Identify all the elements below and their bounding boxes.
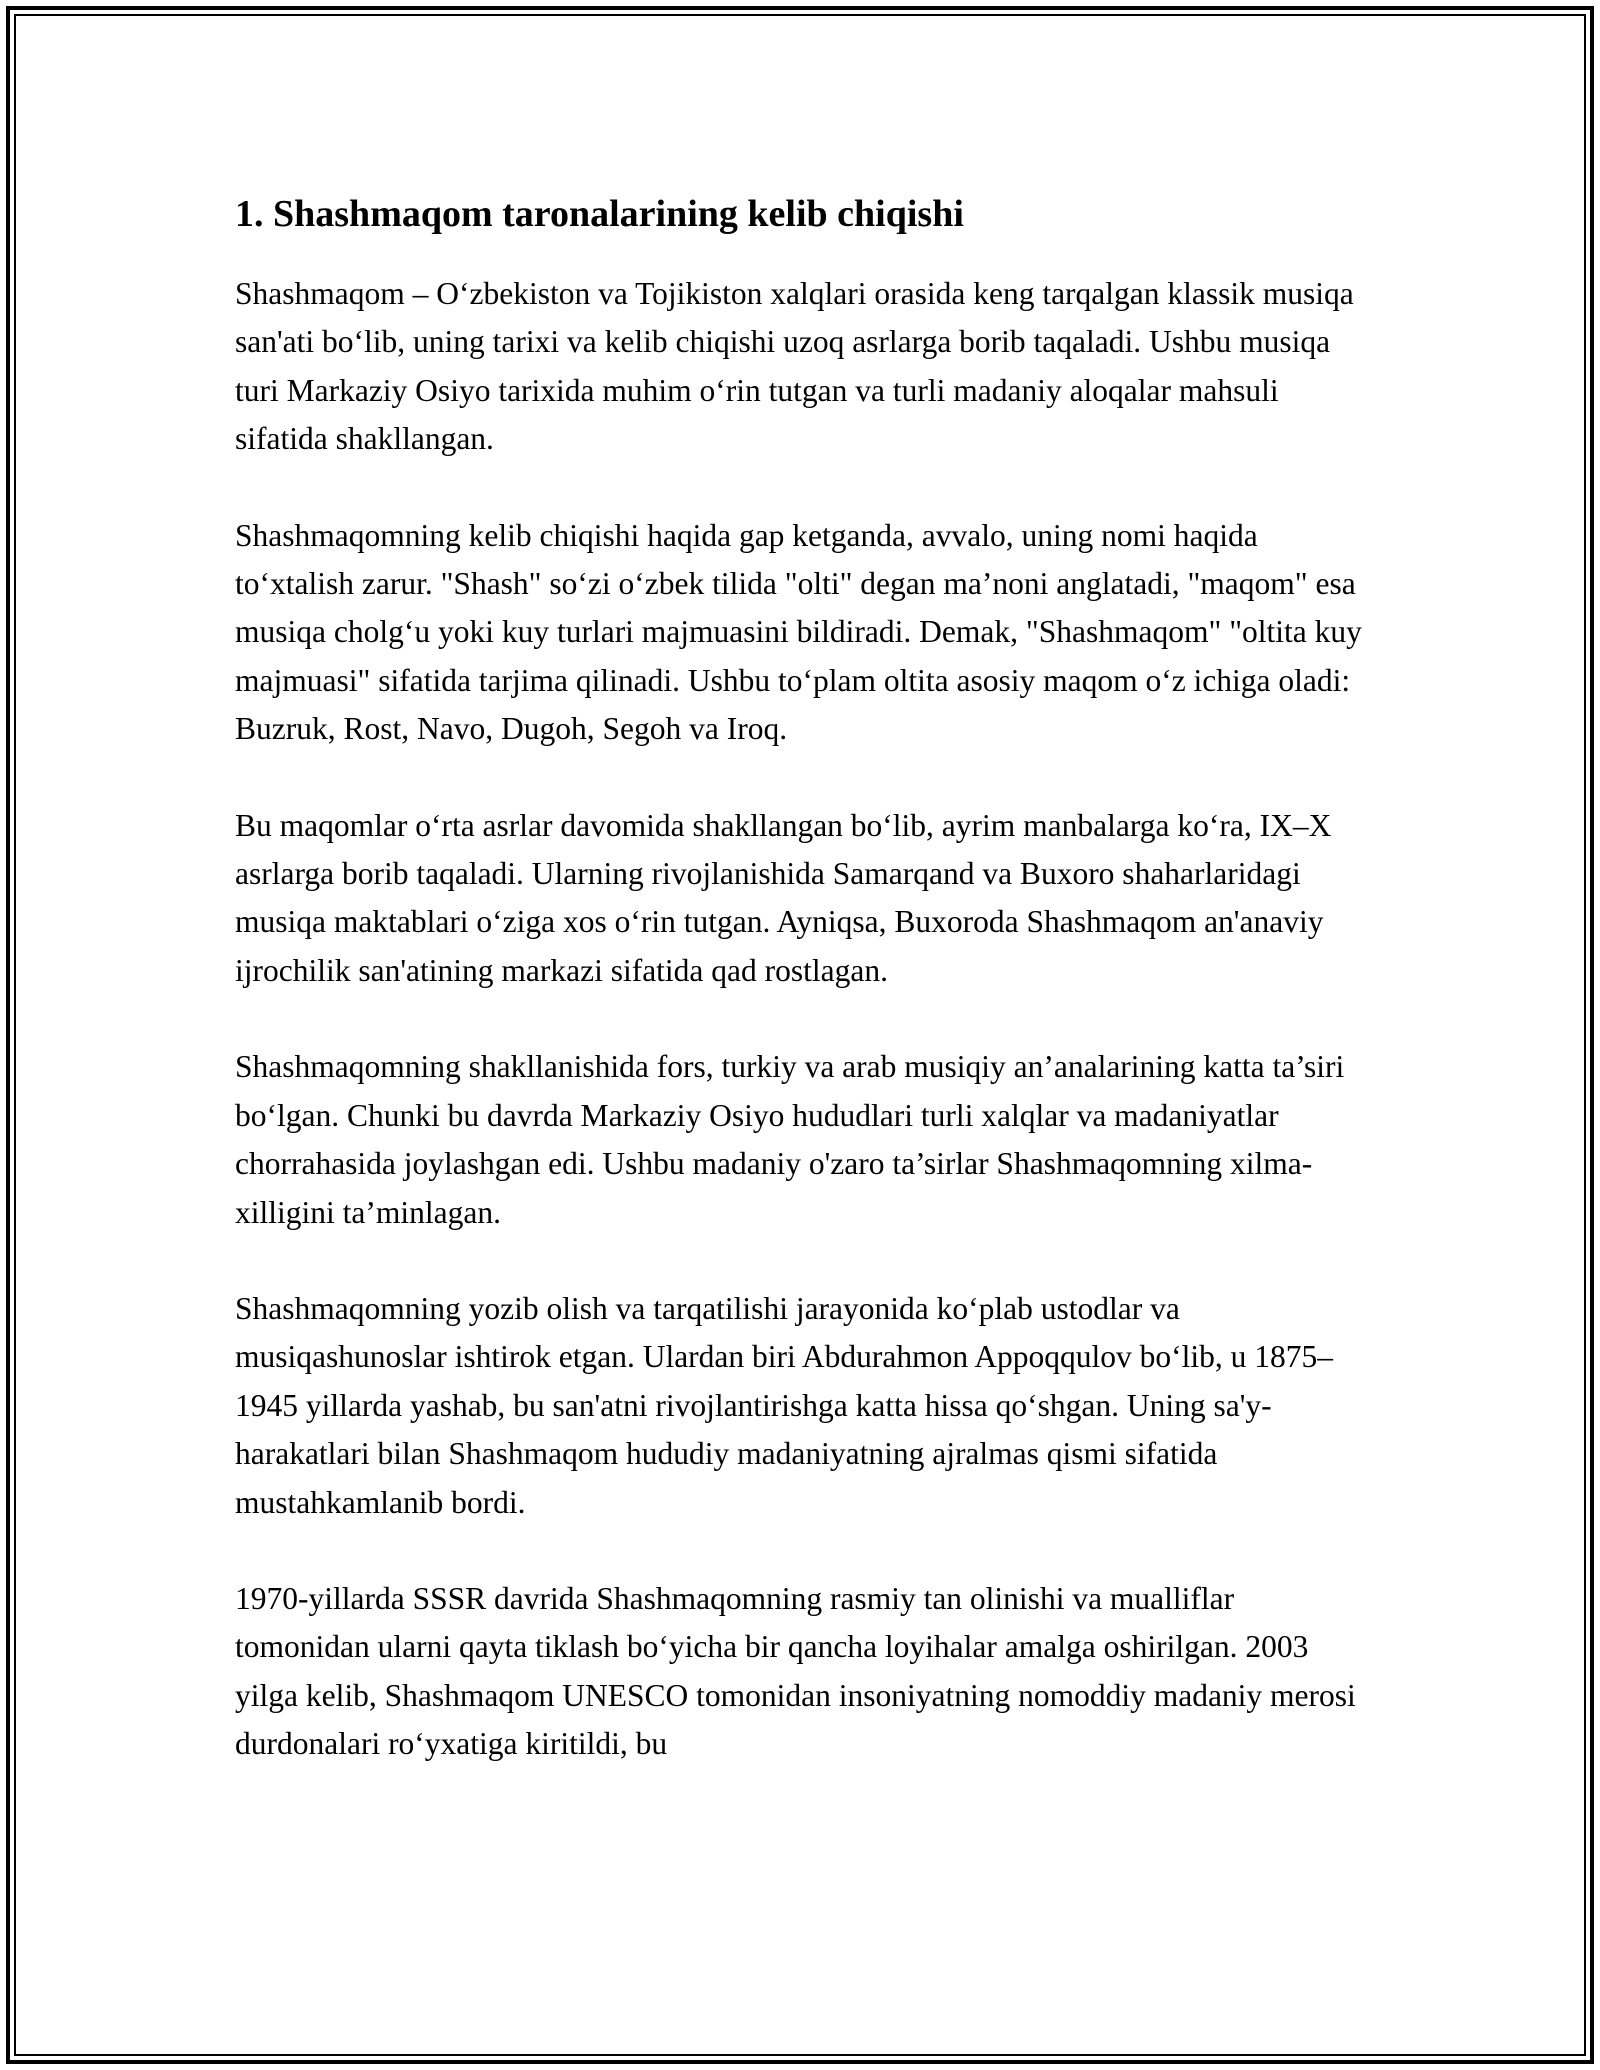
paragraph-4: Shashmaqomning shakllanishida fors, turkiy va arab musiqiy an’analarining katta ta’siri bo‘lgan. Chunki bu davrda Markaziy Osiyo hududlari turli xalqlar va madaniyatlar chorrahasida joylashgan edi. Ushbu madaniy o'zaro ta’sirlar Shashmaqomning xilma-xilligini ta’minlagan. xyxy=(235,1049,1345,1230)
section-heading: 1. Shashmaqom taronalarining kelib chiqishi xyxy=(235,193,964,235)
document-page xyxy=(235,188,1370,1817)
paragraph-1: Shashmaqom – O‘zbekiston va Tojikiston xalqlari orasida keng tarqalgan klassik musiqa san'ati bo‘lib, uning tarixi va kelib chiqishi uzoq asrlarga borib taqaladi. Ushbu musiqa turi Markaziy Osiyo tarixida muhim o‘rin tutgan va turli madaniy aloqalar mahsuli sifatida shakllangan. xyxy=(235,276,1354,457)
paragraph-2: Shashmaqomning kelib chiqishi haqida gap ketganda, avvalo, uning nomi haqida to‘xtalish zarur. "Shash" so‘zi o‘zbek tilida "olti" degan ma’noni anglatadi, "maqom" esa musiqa cholg‘u yoki kuy turlari majmuasini bildiradi. Demak, "Shashmaqom" "oltita kuy majmuasi" sifatida tarjima qilinadi. Ushbu to‘plam oltita asosiy maqom o‘z ichiga oladi: Buzruk, Rost, Navo, Dugoh, Segoh va Iroq. xyxy=(235,517,1362,747)
paragraph-6: 1970-yillarda SSSR davrida Shashmaqomning rasmiy tan olinishi va mualliflar tomonidan ularni qayta tiklash bo‘yicha bir qancha loyihalar amalga oshirilgan. 2003 yilga kelib, Shashmaqom UNESCO tomonidan insoniyatning nomoddiy madaniy merosi durdonalari ro‘yxatiga kiritildi, bu xyxy=(235,1580,1356,1762)
paragraph-5: Shashmaqomning yozib olish va tarqatilishi jarayonida ko‘plab ustodlar va musiqashunoslar ishtirok etgan. Ulardan biri Abdurahmon Appoqqulov bo‘lib, u 1875–1945 yillarda yashab, bu san'atni rivojlantirishga katta hissa qo‘shgan. Uning sa'y-harakatlari bilan Shashmaqom hududiy madaniyatning ajralmas qismi sifatida mustahkamlanib bordi. xyxy=(235,1290,1334,1520)
paragraph-3: Bu maqomlar o‘rta asrlar davomida shakllangan bo‘lib, ayrim manbalarga ko‘ra, IX–X asrlarga borib taqaladi. Ularning rivojlanishida Samarqand va Buxoro shaharlaridagi musiqa maktablari o‘ziga xos o‘rin tutgan. Ayniqsa, Buxoroda Shashmaqom an'anaviy ijrochilik san'atining markazi sifatida qad rostlagan. xyxy=(235,807,1332,988)
